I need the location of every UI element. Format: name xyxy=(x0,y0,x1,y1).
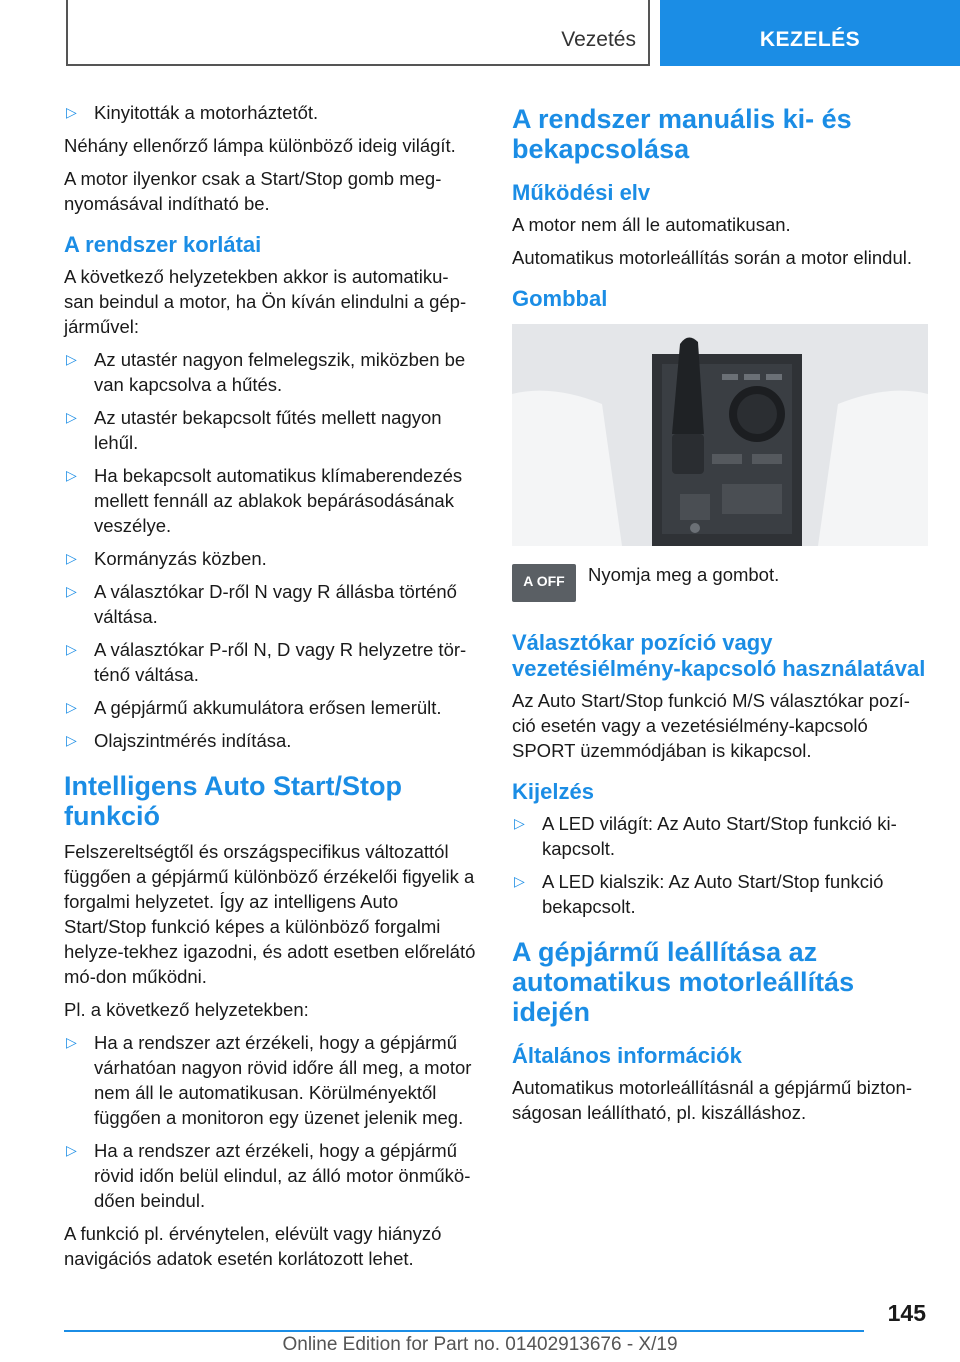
list-item: ▷ Ha a rendszer azt érzékeli, hogy a gépjármű várhatóan nagyon rövid időre áll meg, a motor nem áll le automatikusan. Körülményektől függően a monitoron egy üzenet jelenik meg. xyxy=(66,1032,472,1128)
paragraph: Felszereltségtől és országspecifikus változattól függően a gépjármű különböző érzékelői figyelik a forgalmi helyzetet. Így az intelligens Auto Start/Stop funkció képes a különböző forgalmi helyze-tekhez igazodni, és adott esetben előrelátó mó-don működni. xyxy=(64,841,476,987)
triangle-bullet-icon: ▷ xyxy=(66,583,77,599)
heading-button: Gombbal xyxy=(512,286,608,311)
center-console-photo xyxy=(512,324,928,546)
triangle-bullet-icon: ▷ xyxy=(66,409,77,425)
triangle-bullet-icon: ▷ xyxy=(66,351,77,367)
footer-divider xyxy=(64,1330,864,1332)
center-console-illustration xyxy=(512,324,928,546)
list-item: ▷ Kormányzás közben. xyxy=(66,548,267,569)
triangle-bullet-icon: ▷ xyxy=(66,732,77,748)
section-header-box xyxy=(66,0,650,66)
button-instruction-text: Nyomja meg a gombot. xyxy=(588,564,780,585)
paragraph: Automatikus motorleállítás során a motor elindul. xyxy=(512,247,912,268)
right-column xyxy=(512,100,928,1133)
list-item: ▷ A választókar D-ről N vagy R állásba történő váltása. xyxy=(66,581,457,627)
paragraph: Az Auto Start/Stop funkció M/S választókar pozí-ció esetén vagy a vezetésiélmény-kapcsoló SPORT üzemmódjában is kikapcsol. xyxy=(512,690,910,761)
left-column xyxy=(64,100,478,1279)
paragraph: Pl. a következő helyzetekben: xyxy=(64,999,309,1020)
paragraph: Néhány ellenőrző lámpa különböző ideig világít. xyxy=(64,135,456,156)
triangle-bullet-icon: ▷ xyxy=(514,815,525,831)
chapter-tab xyxy=(660,0,960,66)
triangle-bullet-icon: ▷ xyxy=(66,550,77,566)
list-item: ▷ A választókar P-ről N, D vagy R helyzetre tör-ténő váltása. xyxy=(66,639,467,685)
list-item: ▷ Az utastér bekapcsolt fűtés mellett nagyon lehűl. xyxy=(66,407,442,453)
page-header xyxy=(0,0,960,66)
heading-limits: A rendszer korlátai xyxy=(64,232,262,257)
triangle-bullet-icon: ▷ xyxy=(514,873,525,889)
heading-intelligent: Intelligens Auto Start/Stop funkció xyxy=(64,771,403,831)
paragraph: A motor ilyenkor csak a Start/Stop gomb meg-nyomásával indítható be. xyxy=(64,168,442,214)
heading-general: Általános információk xyxy=(512,1043,742,1068)
heading-principle: Működési elv xyxy=(512,180,651,205)
heading-manual: A rendszer manuális ki- és bekapcsolása xyxy=(512,104,852,164)
list-item: ▷ Kinyitották a motorháztetőt. xyxy=(66,102,319,123)
list-item: ▷ A LED világít: Az Auto Start/Stop funkció ki-kapcsolt. xyxy=(514,813,897,859)
list-item: ▷ Ha a rendszer azt érzékeli, hogy a gépjármű rövid időn belül elindul, az álló motor önműkö-dően beindul. xyxy=(66,1140,471,1211)
list-item: ▷ Az utastér nagyon felmelegszik, miközben be van kapcsolva a hűtés. xyxy=(66,349,466,395)
triangle-bullet-icon: ▷ xyxy=(66,1142,77,1158)
page-number: 145 xyxy=(887,1300,926,1326)
paragraph: A funkció pl. érvénytelen, elévült vagy hiányzó navigációs adatok esetén korlátozott lehet. xyxy=(64,1223,442,1269)
paragraph: A következő helyzetekben akkor is automatiku-san beindul a motor, ha Ön kíván elindulni a gép-járművel: xyxy=(64,266,467,337)
triangle-bullet-icon: ▷ xyxy=(66,467,77,483)
heading-selector: Választókar pozíció vagy vezetésiélmény-kapcsoló használatával xyxy=(512,630,926,681)
paragraph: A motor nem áll le automatikusan. xyxy=(512,214,791,235)
heading-park: A gépjármű leállítása az automatikus motorleállítás idején xyxy=(512,937,855,1027)
list-item: ▷ Olajszintmérés indítása. xyxy=(66,730,292,751)
paragraph: Automatikus motorleállításnál a gépjármű bizton-ságosan leállítható, pl. kiszálláshoz. xyxy=(512,1077,912,1123)
section-title: Vezetés xyxy=(561,28,636,51)
list-item: ▷ A LED kialszik: Az Auto Start/Stop funkció bekapcsolt. xyxy=(514,871,884,917)
button-instruction xyxy=(512,562,928,612)
chapter-title: KEZELÉS xyxy=(759,28,861,51)
list-item: ▷ Ha bekapcsolt automatikus klímaberendezés mellett fennáll az ablakok bepárásodásának veszélye. xyxy=(66,465,463,536)
list-item: ▷ A gépjármű akkumulátora erősen lemerült. xyxy=(66,697,442,718)
triangle-bullet-icon: ▷ xyxy=(66,1034,77,1050)
footer-text: Online Edition for Part no. 01402913676 - X/19 xyxy=(282,1334,678,1355)
heading-display: Kijelzés xyxy=(512,779,594,804)
triangle-bullet-icon: ▷ xyxy=(66,699,77,715)
auto-start-stop-off-icon: A OFF xyxy=(512,564,576,602)
triangle-bullet-icon: ▷ xyxy=(66,104,77,120)
triangle-bullet-icon: ▷ xyxy=(66,641,77,657)
